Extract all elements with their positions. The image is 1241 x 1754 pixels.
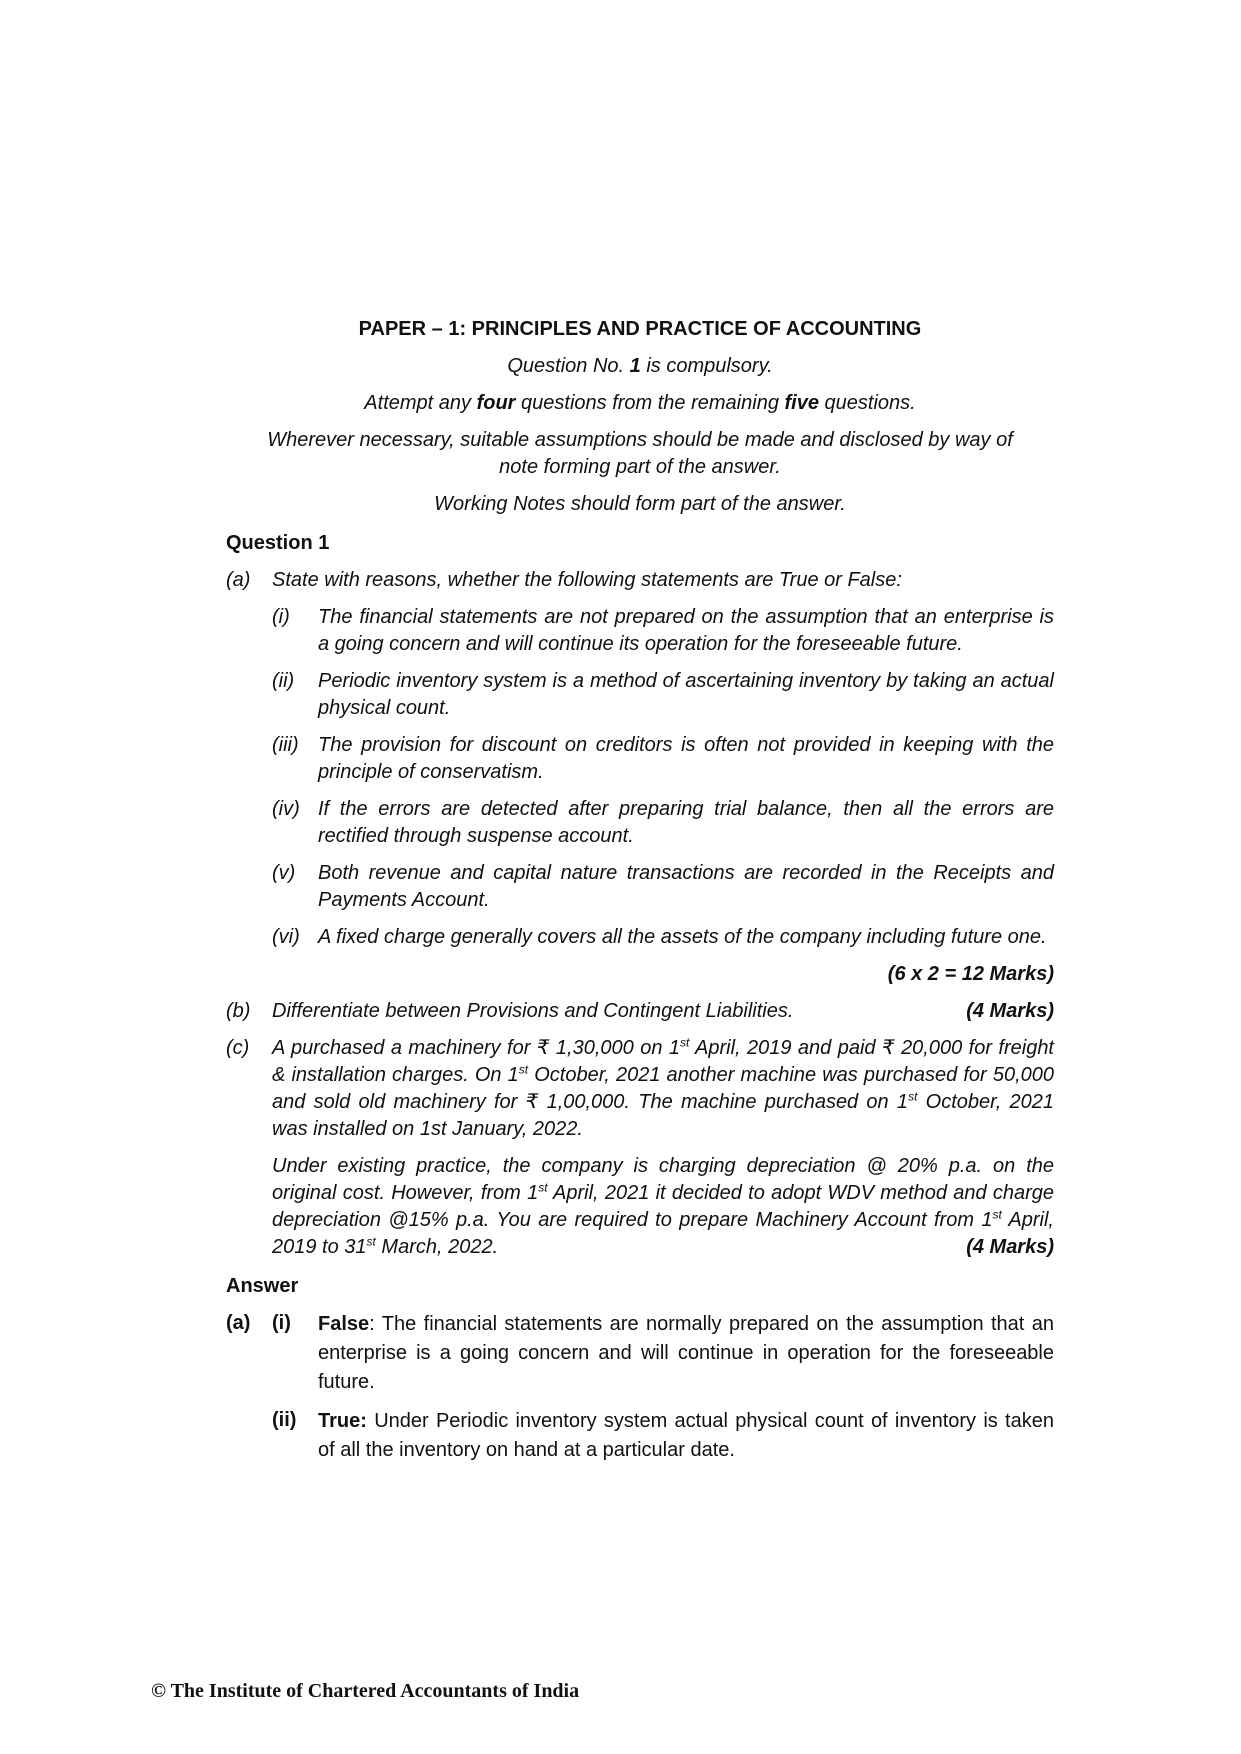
indent-spacer: [226, 1153, 272, 1261]
answer-item-label: (ii): [272, 1409, 297, 1431]
marks-part-b: (4 Marks): [966, 1000, 1054, 1022]
answer-text: [318, 1407, 1054, 1465]
instruction-text: is compulsory.: [640, 355, 773, 377]
answer-keyword: False: [318, 1313, 370, 1335]
answer-item: [226, 1310, 1054, 1397]
item-label: (i): [272, 606, 290, 628]
item-text: Both revenue and capital nature transactions are recorded in the Receipts and Payments Account.: [318, 862, 1054, 911]
statement-item: [272, 860, 1054, 914]
part-text: [272, 1153, 1054, 1261]
superscript: st: [680, 1035, 690, 1050]
instruction-text: Question No.: [507, 355, 630, 377]
question-part-b: [226, 998, 1054, 1025]
statement-item: [272, 796, 1054, 850]
superscript: st: [538, 1180, 548, 1195]
text-run: A purchased a machinery for ₹ 1,30,000 on 1: [272, 1037, 680, 1059]
item-label: (ii): [272, 670, 295, 692]
answer-keyword: True:: [318, 1410, 367, 1432]
part-text-wrap: [272, 998, 1054, 1025]
instruction-text: questions.: [818, 392, 916, 414]
statement-item: [272, 924, 1054, 951]
text-run: October, 2021 another machine was purchased for 50,000 and sold old machinery for ₹ 1,00,000. The machine purchased on 1: [272, 1064, 1054, 1113]
superscript: st: [366, 1234, 376, 1249]
item-label: (iv): [272, 798, 300, 820]
item-text: The provision for discount on creditors is often not provided in keeping with the principle of conservatism.: [318, 734, 1054, 783]
answer-item: [272, 1407, 1054, 1465]
marks-part-a: (6 x 2 = 12 Marks): [887, 963, 1054, 985]
item-text: Periodic inventory system is a method of ascertaining inventory by taking an actual physical count.: [318, 670, 1054, 719]
paper-title: PAPER – 1: PRINCIPLES AND PRACTICE OF ACCOUNTING: [358, 318, 922, 340]
item-label: (iii): [272, 734, 299, 756]
part-label: (b): [226, 1000, 251, 1022]
question-heading: Question 1: [226, 532, 330, 554]
text-run: March, 2022.: [375, 1236, 499, 1258]
part-label: (c): [226, 1037, 250, 1059]
statement-item: [272, 668, 1054, 722]
part-text: [272, 1035, 1054, 1143]
instruction-compulsory: [226, 353, 1054, 380]
superscript: st: [518, 1062, 529, 1077]
answer-heading: Answer: [226, 1275, 299, 1297]
instruction-attempt: [226, 390, 1054, 417]
answer-text: [318, 1310, 1054, 1397]
statement-item: [272, 604, 1054, 658]
instruction-text: Attempt any: [364, 392, 477, 414]
answer-sep: :: [369, 1313, 375, 1335]
answer-body: The financial statements are normally prepared on the assumption that an enterprise is a going concern and will continue in operation for the foreseeable future.: [318, 1313, 1054, 1393]
instruction-assumptions: Wherever necessary, suitable assumptions should be made and disclosed by way of note forming part of the answer.: [267, 429, 1013, 478]
answer-body: Under Periodic inventory system actual physical count of inventory is taken of all the inventory on hand at a particular date.: [318, 1410, 1054, 1461]
item-label: (vi): [272, 926, 300, 948]
text-run: October, 2021 was installed on 1st January, 2022.: [272, 1091, 1054, 1140]
document-page: [226, 316, 1054, 1475]
question-part-c-para2: [226, 1153, 1054, 1261]
instruction-text: questions from the remaining: [515, 392, 785, 414]
superscript: st: [992, 1207, 1002, 1222]
item-text: If the errors are detected after preparing trial balance, then all the errors are rectified through suspense account.: [318, 798, 1054, 847]
text-run: Under existing practice, the company is charging depreciation @ 20% p.a. on the original cost. However, from 1: [272, 1155, 1054, 1204]
part-text: Differentiate between Provisions and Contingent Liabilities.: [272, 1000, 794, 1022]
item-text: A fixed charge generally covers all the assets of the company including future one.: [318, 926, 1047, 948]
question-part-c: [226, 1035, 1054, 1143]
marks-part-c: (4 Marks): [966, 1236, 1054, 1258]
footer-copyright: © The Institute of Chartered Accountants of India: [151, 1680, 580, 1702]
text-run: April, 2019 to 31: [272, 1209, 1054, 1258]
instruction-emphasis: five: [784, 392, 819, 414]
part-label: (a): [226, 569, 251, 591]
answer-item-label: (i): [272, 1312, 291, 1334]
instruction-emphasis: 1: [629, 355, 641, 377]
text-run: April, 2019 and paid ₹ 20,000 for freight & installation charges. On 1: [272, 1037, 1054, 1086]
item-label: (v): [272, 862, 296, 884]
instruction-emphasis: four: [476, 392, 516, 414]
statement-item: [272, 732, 1054, 786]
item-text: The financial statements are not prepared on the assumption that an enterprise is a going concern and will continue its operation for the foreseeable future.: [318, 606, 1054, 655]
answer-part-label: (a): [226, 1312, 251, 1334]
part-text: State with reasons, whether the following statements are True or False:: [272, 569, 902, 591]
text-run: April, 2021 it decided to adopt WDV method and charge depreciation @15% p.a. You are required to prepare Machinery Account from 1: [272, 1182, 1055, 1231]
superscript: st: [908, 1089, 918, 1104]
question-part-a: [226, 567, 1054, 594]
instruction-working-notes: Working Notes should form part of the answer.: [434, 493, 846, 515]
